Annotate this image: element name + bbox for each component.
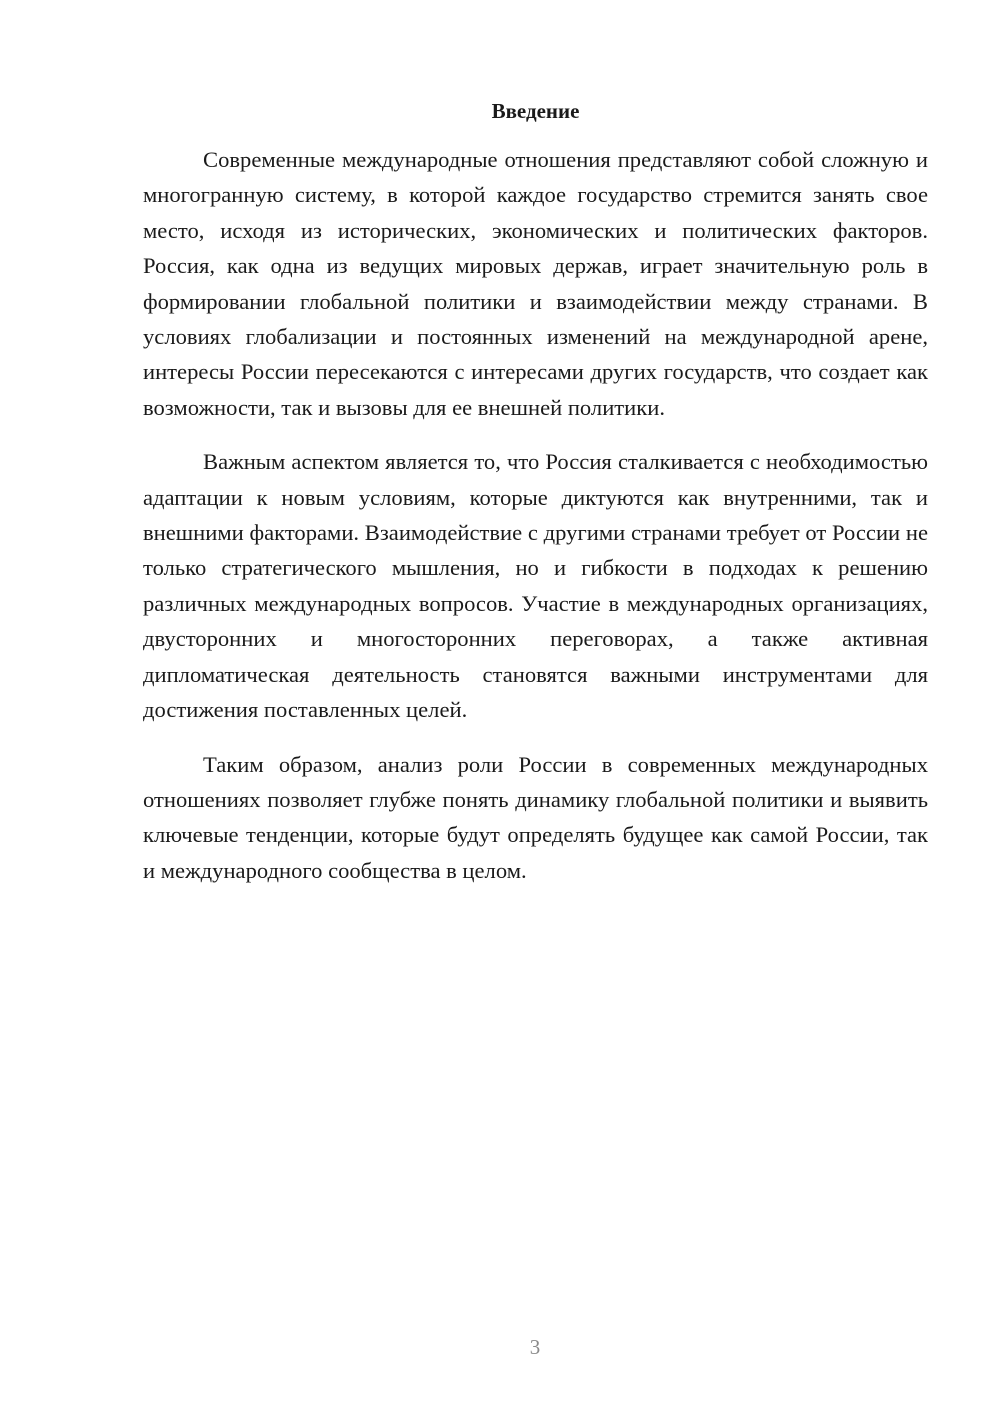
paragraph-3: Таким образом, анализ роли России в современных международных отношениях позволяет глубже понять динамику глобальной политики и выявить ключевые тенденции, которые будут определять будущее как самой России, так и международного сообщества в целом. bbox=[143, 751, 928, 883]
paragraph-2: Важным аспектом является то, что Россия сталкивается с необходимостью адаптации к новым условиям, которые диктуются как внутренними, так и внешними факторами. Взаимодействие с другими странами требует от России не только стратегического мышления, но и гибкости в подходах к решению различных международных вопросов. Участие в международных организациях, двусторонних и многосторонних переговорах, а также активная дипломатическая деятельность становятся важными инструментами для достижения поставленных целей. bbox=[143, 449, 928, 723]
page-number: 3 bbox=[529, 1335, 541, 1359]
body-text bbox=[143, 142, 928, 907]
paragraph-1: Современные международные отношения представляют собой сложную и многогранную систему, в которой каждое государство стремится занять свое место, исходя из исторических, экономических и политических факторов. Россия, как одна из ведущих мировых держав, играет значительную роль в формировании глобальной политики и взаимодействии между странами. В условиях глобализации и постоянных изменений на международной арене, интересы России пересекаются с интересами других государств, что создает как возможности, так и вызовы для ее внешней политики. bbox=[143, 147, 928, 420]
section-heading: Введение bbox=[491, 99, 580, 123]
